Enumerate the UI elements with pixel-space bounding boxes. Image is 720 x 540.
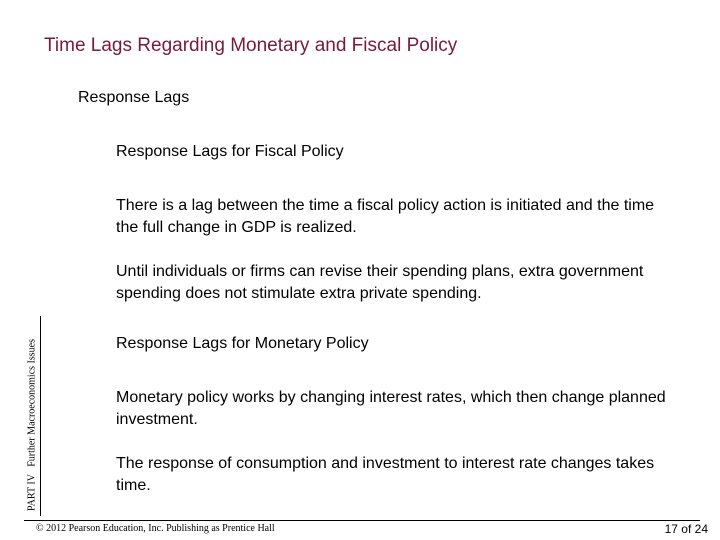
- footer-divider: [24, 520, 700, 521]
- part-number: PART IV: [26, 474, 38, 511]
- monetary-point-1: Monetary policy works by changing interest rates, which then change planned investment.: [116, 389, 666, 428]
- fiscal-point-1: There is a lag between the time a fiscal policy action is initiated and the time the full change in GDP is realized.: [116, 197, 655, 236]
- page-number: 17 of 24: [664, 522, 708, 536]
- fiscal-policy-heading: Response Lags for Fiscal Policy: [116, 143, 344, 160]
- monetary-point-2: The response of consumption and investment to interest rate changes takes time.: [116, 455, 655, 494]
- slide-title: Time Lags Regarding Monetary and Fiscal Policy: [44, 35, 458, 56]
- sidebar-part-label: [27, 339, 38, 511]
- part-title: Further Macroeconomics Issues: [26, 339, 38, 467]
- fiscal-point-2: Until individuals or firms can revise their spending plans, extra government spending does not stimulate extra private spending.: [116, 263, 644, 302]
- monetary-policy-heading: Response Lags for Monetary Policy: [116, 335, 369, 352]
- copyright-notice: © 2012 Pearson Education, Inc. Publishing as Prentice Hall: [36, 523, 275, 534]
- section-heading: Response Lags: [78, 89, 190, 106]
- sidebar-divider: [40, 316, 41, 516]
